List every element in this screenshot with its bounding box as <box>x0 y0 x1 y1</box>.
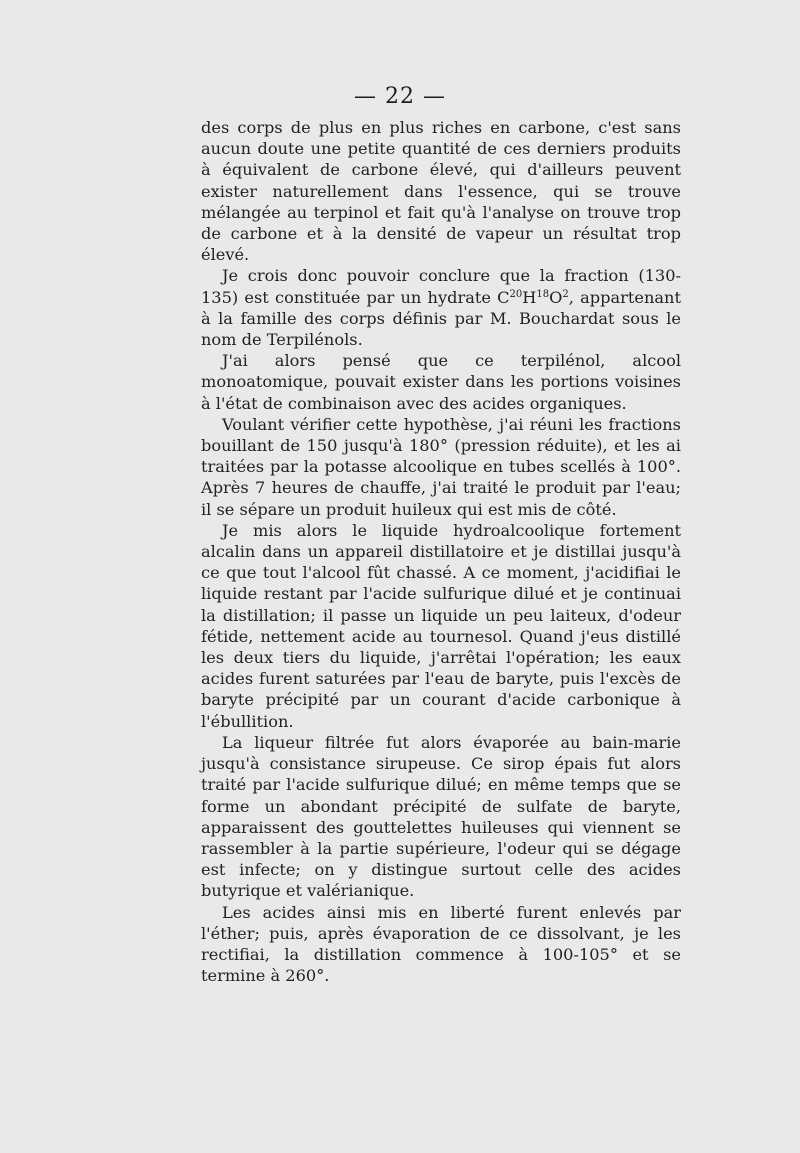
formula-oxygen: O <box>549 287 563 307</box>
paragraph-7: Les acides ainsi mis en liberté furent enlevés par l'éther; puis, après évaporation de ce dissolvant, je les rectifiai, la distillation commence à 100-105° et se termine à 260°. <box>201 902 681 986</box>
paragraph-4: Voulant vérifier cette hypothèse, j'ai réuni les fractions bouillant de 150 jusqu'à 180° (pression réduite), et les ai traitées par la potasse alcoolique en tubes scellés à 100°. Après 7 heures de chauffe, j'ai traité le produit par l'eau; il se sépare un produit huileux qui est mis de côté. <box>201 414 681 519</box>
paragraph-6: La liqueur filtrée fut alors évaporée au bain-marie jusqu'à consistance sirupeuse. Ce sirop épais fut alors traité par l'acide sulfurique dilué; en même temps que se forme un abondant précipité de sulfate de baryte, apparaissent des gouttelettes huileuses qui viennent se rassembler à la partie supérieure, l'odeur qui se dégage est infecte; on y distingue surtout celle des acides butyrique et valérianique. <box>201 732 681 901</box>
paragraph-2-text-after: , appartenant à la famille des corps définis par M. Bouchardat sous le nom de Terpilénols. <box>201 287 681 350</box>
paragraph-3: J'ai alors pensé que ce terpilénol, alcool monoatomique, pouvait exister dans les portions voisines à l'état de combinaison avec des acides organiques. <box>201 351 681 413</box>
paragraph-2 <box>201 265 681 350</box>
paragraph-5: Je mis alors le liquide hydroalcoolique fortement alcalin dans un appareil distillatoire et je distillai jusqu'à ce que tout l'alcool fût chassé. A ce moment, j'acidifiai le liquide restant par l'acide sulfurique dilué et je continuai la distillation; il passe un liquide un peu laiteux, d'odeur fétide, nettement acide au tournesol. Quand j'eus distillé les deux tiers du liquide, j'arrêtai l'opération; les eaux acides furent saturées par l'eau de baryte, puis l'excès de baryte précipité par un courant d'acide carbonique à l'ébullition. <box>201 520 681 731</box>
page-number: — 22 — <box>354 84 446 109</box>
formula-sup-oxygen: 2 <box>562 288 569 300</box>
body-text <box>201 117 681 986</box>
formula-hydrogen: H <box>522 287 537 307</box>
formula-sup-carbon: 20 <box>509 288 523 300</box>
formula-sup-hydrogen: 18 <box>536 288 550 300</box>
paragraph-2-text-before: Je crois donc pouvoir conclure que la fraction (130-135) est constituée par un hydrate C <box>201 266 681 307</box>
paragraph-1: des corps de plus en plus riches en carbone, c'est sans aucun doute une petite quantité de ces derniers produits à équivalent de carbone élevé, qui d'ailleurs peuvent exister naturellement dans l'essence, qui se trouve mélangée au terpinol et fait qu'à l'analyse on trouve trop de carbone et à la densité de vapeur un résultat trop élevé. <box>201 118 681 265</box>
